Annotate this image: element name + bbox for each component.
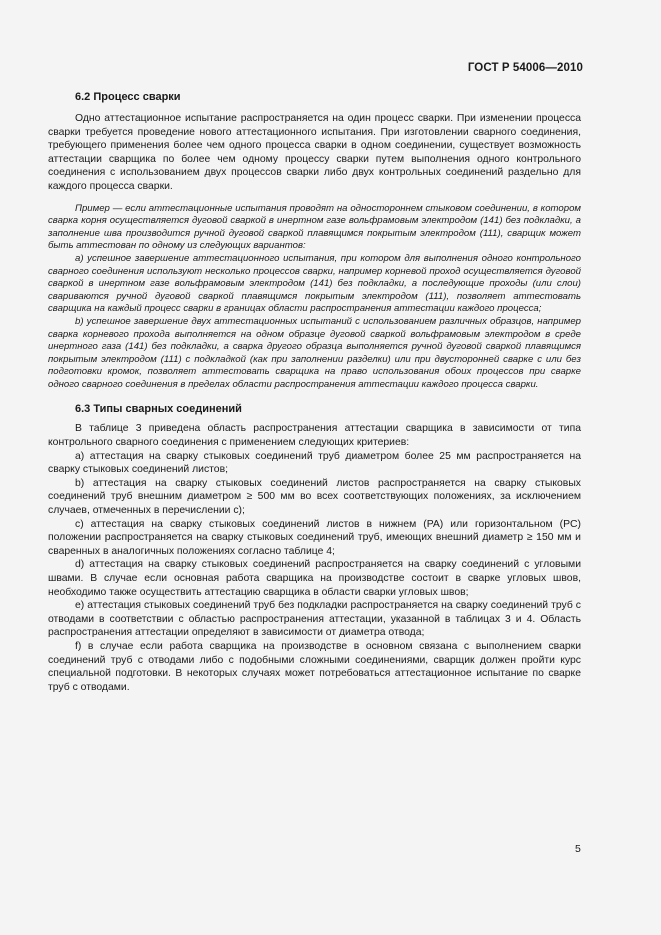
standard-number: ГОСТ Р 54006—2010 — [467, 62, 583, 74]
example-item-b: b) успешное завершение двух аттестационных испытаний с использованием различных образцов, например сварка корневого прохода выполняется на одном образце дуговой сваркой вольфрамовым электродом в среде инертного газа (141) без подкладки, а сварка другого образца выполняется ручной дуговой сваркой плавящимся покрытым электродом (111) с подкладкой (как при заполнении разделки) или при двусторонней сварке с или без подготовки кромок, позволяет аттестовать сварщика на право использования обоих процессов при сварке одного сварного соединения в пределах области распространения аттестации каждого процесса сварки. — [48, 315, 581, 390]
paragraph-welding-process: Одно аттестационное испытание распространяется на один процесс сварки. При изменении процесса сварки требуется проведение нового аттестационного испытания. При изготовлении сварного соединения, требующего применения более чем одного процесса сварки в одном соединении, существует возможность аттестации сварщика по более чем одному процессу сварки путем выполнения одного контрольного соединения с использованием двух процессов сварки либо двух контрольных соединений раздельно для каждого процесса сварки. — [48, 113, 581, 192]
criterion-item-a: a) аттестация на сварку стыковых соединений труб диаметром более 25 мм распространяется на сварку стыковых соединений листов; — [48, 450, 581, 476]
criterion-item-f: f) в случае если работа сварщика на производстве в основном связана с выполнением сварки соединений труб с отводами либо с подобными сложными соединениями, сварщик должен пройти курс специальной подготовки. В некоторых случаях может потребоваться аттестационное испытание по сварке труб с отводами. — [48, 640, 581, 693]
page-content — [48, 91, 581, 694]
example-item-a: a) успешное завершение аттестационного испытания, при котором для выполнения одного контрольного сварного соединения используют несколько процессов сварки, например корневой проход осуществляется дуговой сваркой в инертном газе вольфрамовым электродом (141) без подкладки, а последующие проходы (или слои) свариваются ручной дуговой сваркой плавящимся покрытым электродом (111), позволяет аттестовать сварщика на каждый процесс сварки в границах области распространения аттестации каждого процесса; — [48, 252, 581, 315]
criterion-item-e: e) аттестация стыковых соединений труб без подкладки распространяется на сварку соединений труб с отводами в соответствии с областью распространения аттестации, указанной в таблицах 3 и 4. Область распространения аттестации определяют в зависимости от диаметра отвода; — [48, 600, 581, 639]
section-heading-6-2: 6.2 Процесс сварки — [75, 91, 181, 103]
section-heading-6-3: 6.3 Типы сварных соединений — [75, 403, 242, 416]
paragraph-joint-types-intro: В таблице 3 приведена область распространения аттестации сварщика в зависимости от типа контрольного сварного соединения с применением следующих критериев: — [48, 423, 581, 449]
page-number: 5 — [575, 843, 581, 855]
criterion-item-c: c) аттестация на сварку стыковых соединений листов в нижнем (PA) или горизонтальном (PC) положении распространяется на сварку стыковых соединений труб, имеющих внешний диаметр ≥ 150 мм и сваренных в аналогичных положениях согласно таблице 4; — [48, 518, 581, 557]
criterion-item-b: b) аттестация на сварку стыковых соединений листов распространяется на сварку стыковых соединений труб внешним диаметром ≥ 500 мм во всех соответствующих положениях, за исключением случаев, отмеченных в перечислении с); — [48, 477, 581, 517]
criterion-item-d: d) аттестация на сварку стыковых соединений распространяется на сварку соединений с угловыми швами. В случае если основная работа сварщика на производстве состоит в сварке угловых швов, необходимо также осуществить аттестацию сварщика в области сварки угловых швов; — [48, 559, 581, 598]
example-paragraph: Пример — если аттестационные испытания проводят на одностороннем стыковом соединении, в котором сварка корня осуществляется дуговой сваркой в инертном газе вольфрамовым электродом (141) без подкладки, а заполнение шва производится ручной дуговой сваркой плавящимся покрытым электродом (111), сварщик может быть аттестован по одному из следующих вариантов: — [48, 202, 581, 252]
